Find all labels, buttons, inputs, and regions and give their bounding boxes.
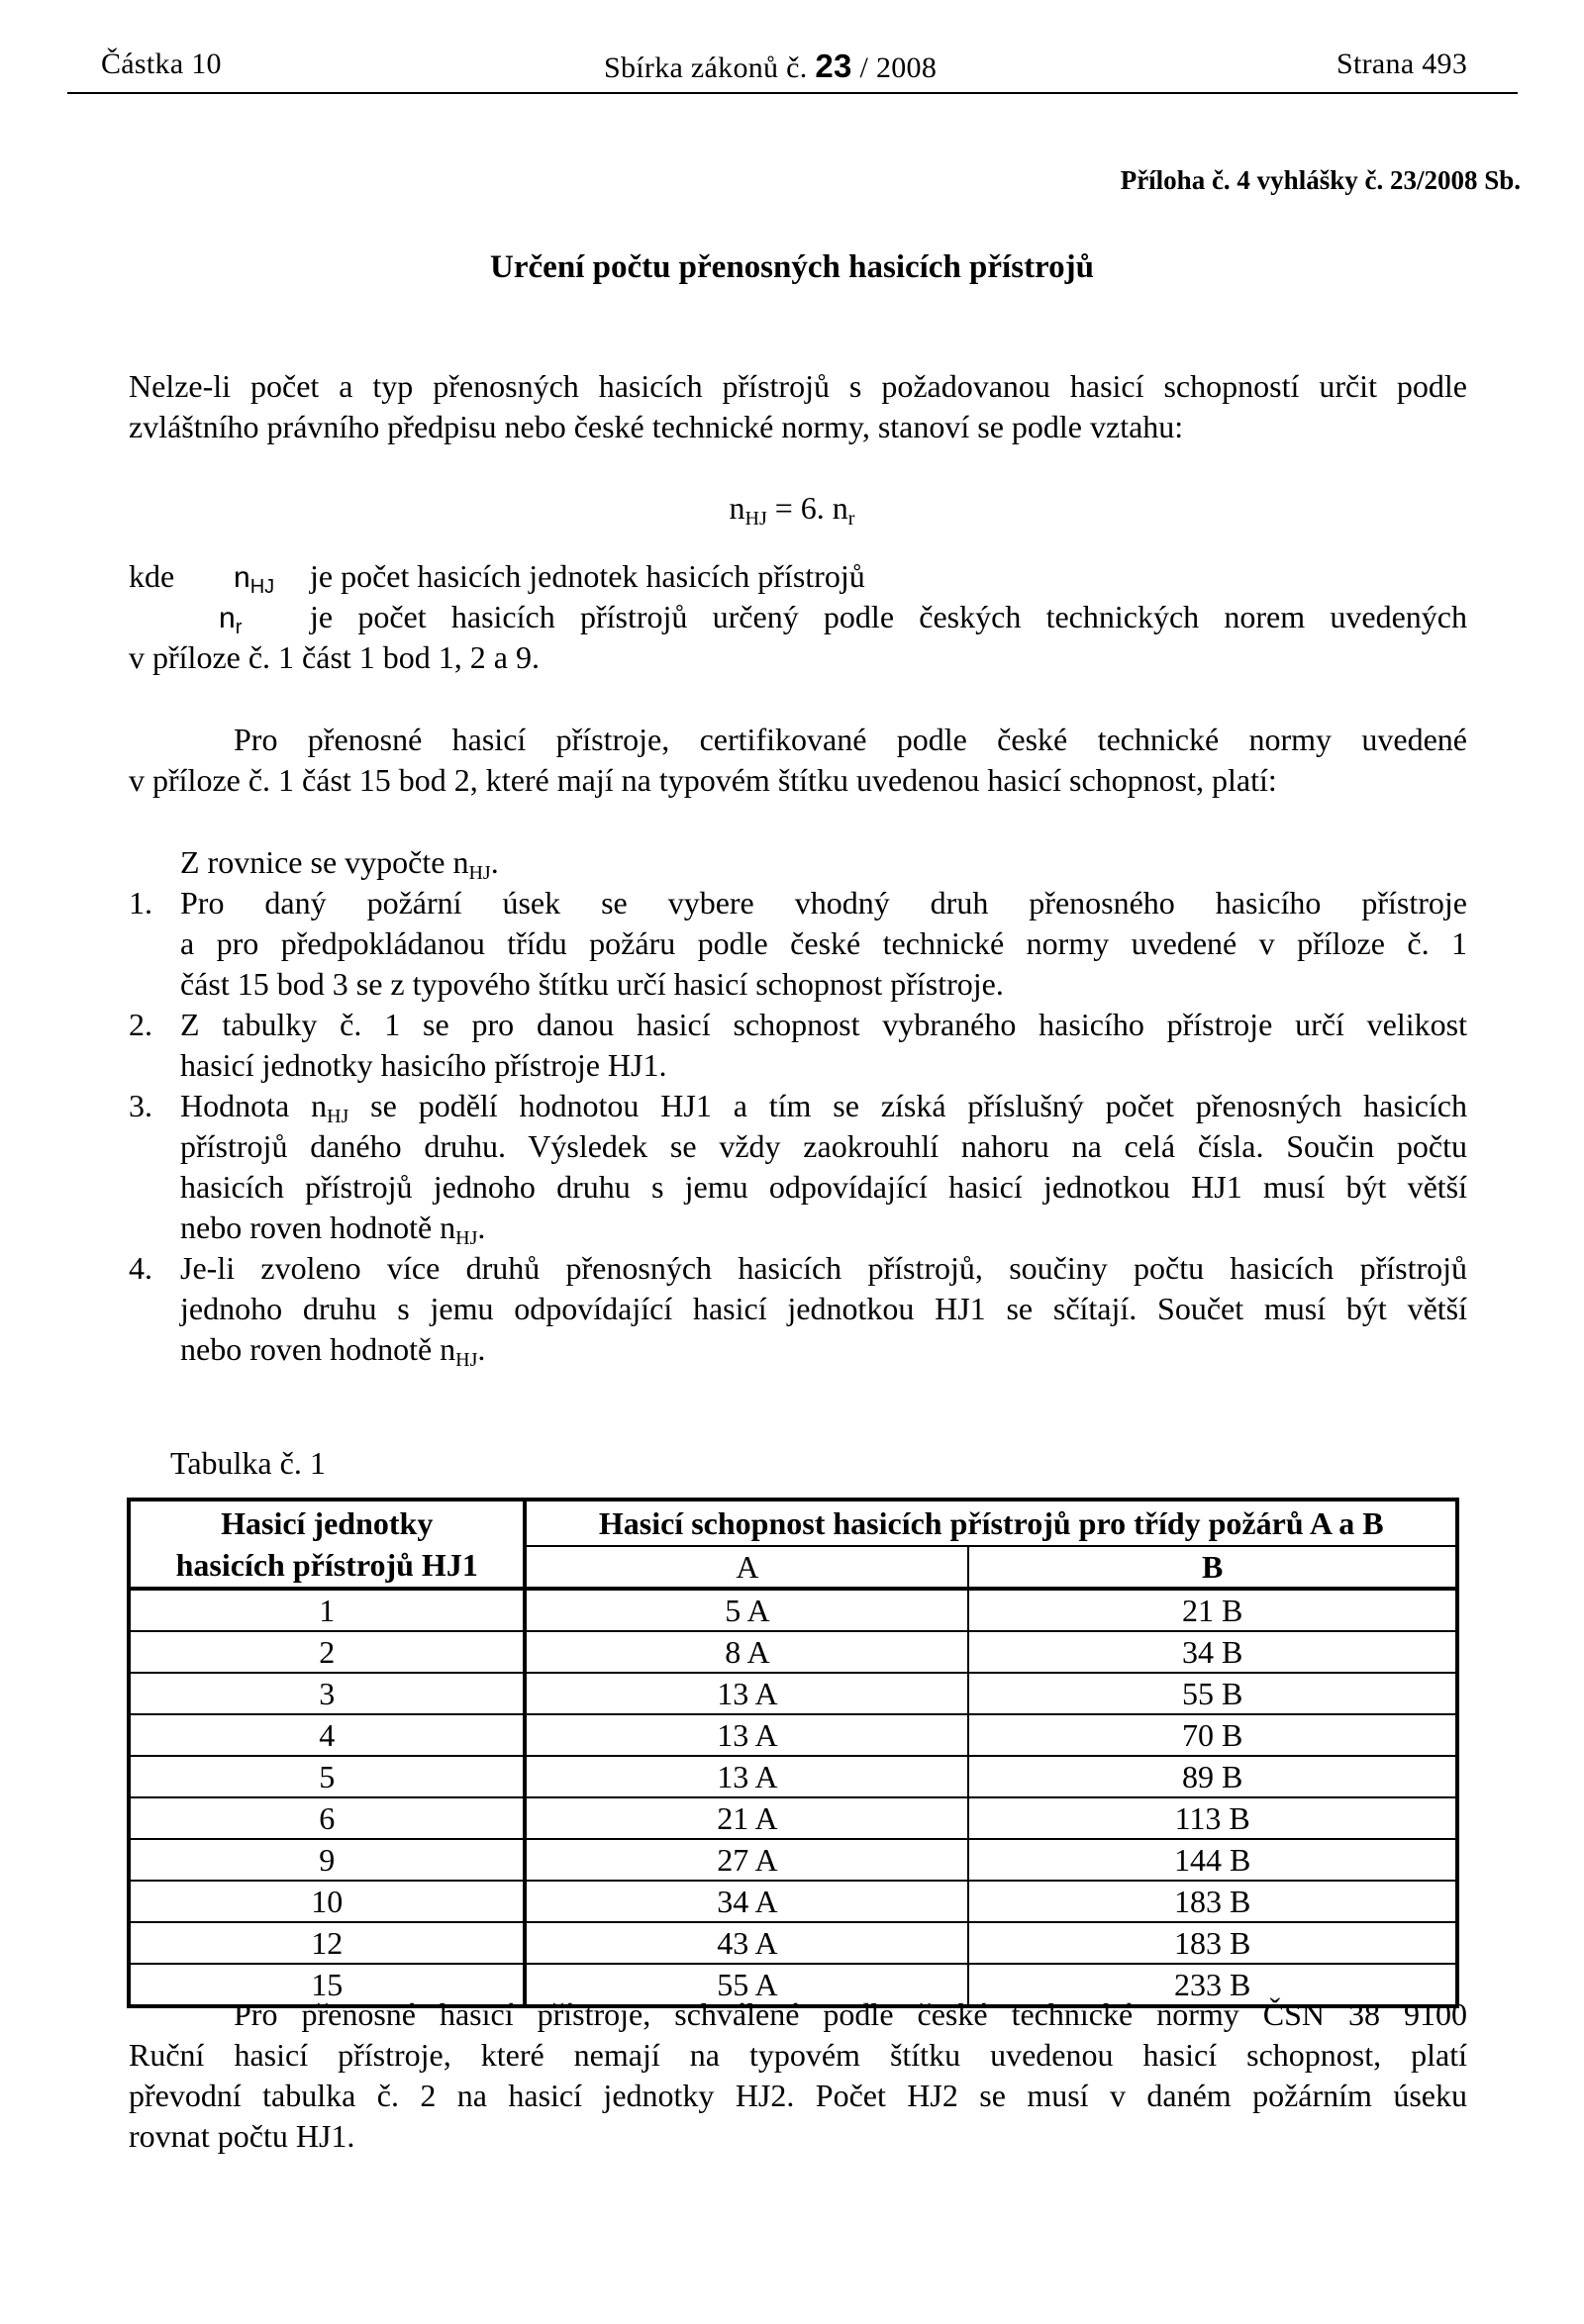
certified-line-1: Pro přenosné hasicí přístroje, certifikované podle české technické normy uvedené [234, 722, 1467, 757]
header-collection-number: 23 [815, 48, 852, 84]
step-1-line-3: část 15 bod 3 se z typového štítku určí hasicí schopnost přístroje. [180, 966, 1004, 1002]
step-3-line-1-prefix: Hodnota n [180, 1088, 328, 1123]
intro-paragraph [129, 366, 1467, 447]
step-4-line-3-suffix: . [477, 1331, 486, 1367]
table-cell-hj1: 9 [129, 1839, 525, 1881]
table-cell-class-a: 34 A [525, 1881, 968, 1922]
definition-symbol-nr-sub: r [235, 617, 243, 638]
step-2-marker: 2. [129, 1007, 152, 1042]
step-3 [129, 1086, 1467, 1248]
definition-symbol-nr [219, 597, 242, 638]
formula-middle: = 6. n [766, 490, 848, 526]
appendix-label: Příloha č. 4 vyhlášky č. 23/2008 Sb. [1120, 165, 1521, 195]
table-cell-hj1: 6 [129, 1797, 525, 1839]
step-1-line-1: Pro daný požární úsek se vybere vhodný druh přenosného hasicího přístroje [180, 885, 1467, 920]
table-cell-class-a: 43 A [525, 1922, 968, 1964]
table-row [129, 1673, 1457, 1714]
table-row [129, 1631, 1457, 1673]
table-header-hj1 [129, 1500, 525, 1589]
step-4-line-2: jednoho druhu s jemu odpovídající hasicí jednotkou HJ1 se sčítají. Součet musí být větší [180, 1291, 1467, 1326]
table-cell-hj1: 3 [129, 1673, 525, 1714]
step-3-line-2: přístrojů daného druhu. Výsledek se vždy zaokrouhlí nahoru na celá čísla. Součin počtu [180, 1128, 1467, 1164]
steps-intro-sub: HJ [468, 862, 491, 884]
table-cell-class-b: 70 B [968, 1714, 1457, 1756]
formula [0, 490, 1584, 530]
table-cell-class-b: 113 B [968, 1797, 1457, 1839]
definition-symbol-nhj-base: n [234, 561, 250, 594]
step-3-line-4-sub: HJ [455, 1227, 478, 1249]
step-2-line-2: hasicí jednotky hasicího přístroje HJ1. [180, 1047, 667, 1083]
table-row [129, 1839, 1457, 1881]
table-cell-hj1: 12 [129, 1922, 525, 1964]
formula-rhs-sub: r [847, 508, 855, 530]
definition-text-nhj: je počet hasicích jednotek hasicích přístrojů [310, 558, 865, 594]
table-row [129, 1797, 1457, 1839]
table-cell-hj1: 4 [129, 1714, 525, 1756]
certified-line-2: v příloze č. 1 část 15 bod 2, které mají na typovém štítku uvedenou hasicí schopnost, platí: [129, 762, 1277, 798]
table-cell-class-b: 183 B [968, 1881, 1457, 1922]
table-caption: Tabulka č. 1 [170, 1445, 326, 1481]
header-collection-prefix: Sbírka zákonů č. [604, 51, 808, 84]
table-cell-class-b: 89 B [968, 1756, 1457, 1797]
table-row [129, 1589, 1457, 1631]
table-cell-hj1: 1 [129, 1589, 525, 1631]
hasici-jednotky-table [127, 1498, 1459, 2008]
closing-paragraph [129, 1994, 1467, 2157]
closing-line-4: rovnat počtu HJ1. [129, 2118, 355, 2154]
formula-lhs-sub: HJ [744, 508, 767, 530]
definition-symbol-nhj-sub: HJ [249, 576, 275, 598]
table-header-hj1-line-1: Hasicí jednotky [221, 1505, 434, 1541]
header-page-number: Strana 493 [1336, 48, 1468, 80]
step-2 [129, 1005, 1467, 1086]
table-header-class-a: A [525, 1546, 968, 1589]
table-cell-hj1: 2 [129, 1631, 525, 1673]
table-cell-class-b: 34 B [968, 1631, 1457, 1673]
table-row [129, 1881, 1457, 1922]
step-4-marker: 4. [129, 1250, 152, 1286]
table-cell-class-a: 55 A [525, 1964, 968, 2006]
table-row [129, 1714, 1457, 1756]
table-cell-class-b: 55 B [968, 1673, 1457, 1714]
step-3-line-3: hasicích přístrojů jednoho druhu s jemu odpovídající hasicí jednotkou HJ1 musí být větší [180, 1169, 1467, 1205]
step-4-line-3-sub: HJ [455, 1349, 478, 1371]
step-4 [129, 1248, 1467, 1370]
certified-paragraph [129, 720, 1467, 801]
step-1-line-2: a pro předpokládanou třídu požáru podle české technické normy uvedené v příloze č. 1 [180, 925, 1467, 961]
steps-list [129, 842, 1467, 1370]
steps-intro-text: Z rovnice se vypočte n [180, 844, 469, 880]
step-3-line-1-sub: HJ [327, 1106, 349, 1127]
table-header-class-b: B [968, 1546, 1457, 1589]
table-cell-class-b: 144 B [968, 1839, 1457, 1881]
table-cell-hj1: 15 [129, 1964, 525, 2006]
table-cell-class-a: 13 A [525, 1756, 968, 1797]
table-header-hj1-line-2: hasicích přístrojů HJ1 [175, 1547, 478, 1583]
intro-line-1: Nelze-li počet a typ přenosných hasicích přístrojů s požadovanou hasicí schopností určit podle [129, 368, 1467, 404]
intro-line-2: zvláštního právního předpisu nebo české technické normy, stanoví se podle vztahu: [129, 409, 1184, 444]
steps-intro-end: . [490, 844, 499, 880]
table-cell-class-b: 233 B [968, 1964, 1457, 2006]
header-part-number: Částka 10 [101, 48, 222, 80]
step-4-line-3 [180, 1329, 1467, 1370]
step-3-line-4-suffix: . [477, 1210, 486, 1245]
definition-symbol-nhj [234, 556, 274, 598]
step-3-line-4-prefix: nebo roven hodnotě n [180, 1210, 456, 1245]
header-collection-year: / 2008 [859, 51, 938, 84]
step-3-line-1-suffix: se podělí hodnotou HJ1 a tím se získá příslušný počet přenosných hasicích [348, 1088, 1468, 1123]
definition-symbol-nr-base: n [219, 602, 236, 634]
header-collection [604, 48, 937, 85]
closing-line-2: Ruční hasicí přístroje, které nemají na typovém štítku uvedenou hasicí schopnost, platí [129, 2037, 1467, 2073]
step-2-line-1: Z tabulky č. 1 se pro danou hasicí schopnost vybraného hasicího přístroje určí velikost [180, 1007, 1467, 1042]
table-cell-class-a: 27 A [525, 1839, 968, 1881]
table-cell-class-a: 5 A [525, 1589, 968, 1631]
table-row [129, 1922, 1457, 1964]
table-cell-class-a: 8 A [525, 1631, 968, 1673]
definition-kde: kde [129, 558, 175, 594]
step-4-line-3-prefix: nebo roven hodnotě n [180, 1331, 456, 1367]
step-3-line-1 [180, 1086, 1467, 1126]
table-header-group: Hasicí schopnost hasicích přístrojů pro třídy požárů A a B [525, 1500, 1457, 1546]
table-header-row-1 [129, 1500, 1457, 1546]
closing-line-1: Pro přenosné hasicí přístroje, schválené podle české technické normy ČSN 38 9100 [234, 1996, 1467, 2032]
table-cell-class-b: 183 B [968, 1922, 1457, 1964]
formula-lhs: n [729, 490, 745, 526]
step-1 [129, 883, 1467, 1005]
steps-intro [129, 842, 1467, 883]
table-cell-class-a: 13 A [525, 1673, 968, 1714]
table-cell-class-a: 21 A [525, 1797, 968, 1839]
table-cell-class-a: 13 A [525, 1714, 968, 1756]
step-1-marker: 1. [129, 885, 152, 920]
table-cell-class-b: 21 B [968, 1589, 1457, 1631]
definition-text-nr-continued: v příloze č. 1 část 1 bod 1, 2 a 9. [129, 639, 540, 675]
header-rule [67, 92, 1518, 94]
step-3-line-4 [180, 1208, 1467, 1248]
closing-line-3: převodní tabulka č. 2 na hasicí jednotky HJ2. Počet HJ2 se musí v daném požárním úseku [129, 2078, 1467, 2113]
table-cell-hj1: 10 [129, 1881, 525, 1922]
step-4-line-1: Je-li zvoleno více druhů přenosných hasicích přístrojů, součiny počtu hasicích přístrojů [180, 1250, 1467, 1286]
table-cell-hj1: 5 [129, 1756, 525, 1797]
step-3-marker: 3. [129, 1088, 152, 1123]
table-row [129, 1756, 1457, 1797]
definition-text-nr: je počet hasicích přístrojů určený podle českých technických norem uvedených [310, 599, 1467, 634]
page-title: Určení počtu přenosných hasicích přístrojů [490, 249, 1094, 285]
